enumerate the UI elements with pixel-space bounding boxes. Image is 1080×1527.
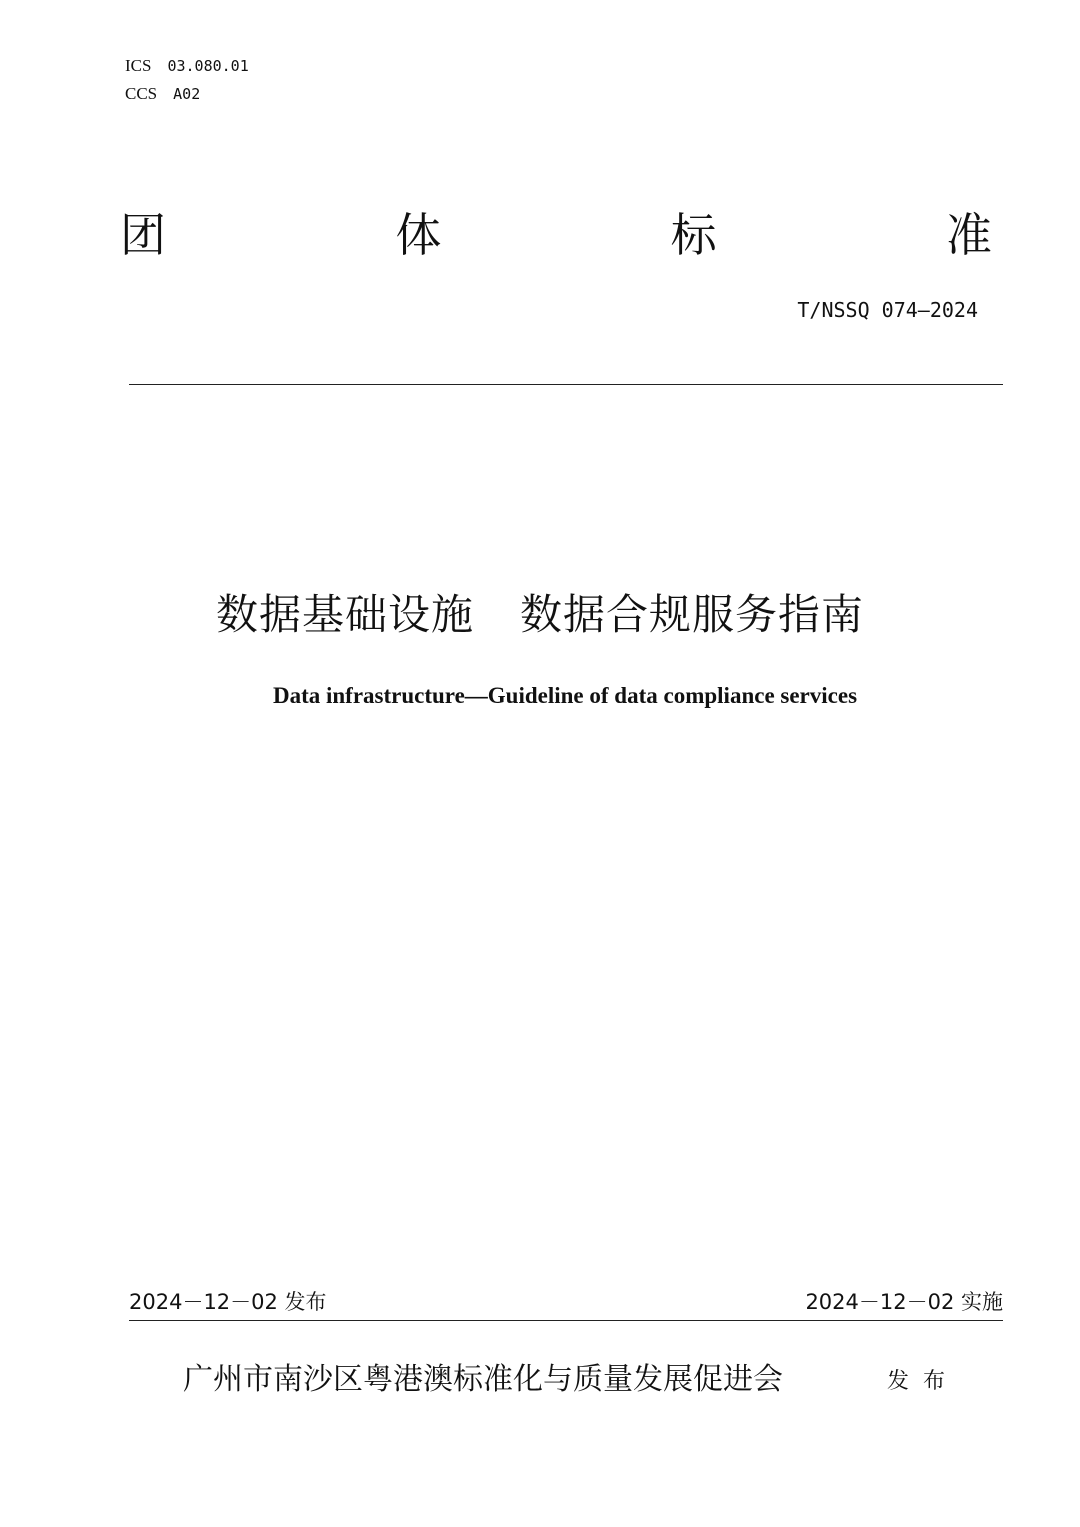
standard-type-char: 体 <box>395 208 442 262</box>
title-chinese-part1: 数据基础设施 <box>215 590 474 639</box>
title-chinese <box>0 585 1080 645</box>
ccs-label: CCS <box>125 84 158 103</box>
ics-code <box>125 52 249 80</box>
ics-label: ICS <box>125 56 152 75</box>
ics-value: 03.080.01 <box>167 57 249 75</box>
standard-type-char: 团 <box>120 208 166 262</box>
classification-codes <box>125 52 249 108</box>
implementation-date: 2024－12－02 实施 <box>805 1290 1003 1314</box>
footer-divider <box>129 1320 1003 1321</box>
publisher-action: 发布 <box>887 1369 960 1394</box>
title-chinese-part2: 数据合规服务指南 <box>520 590 865 639</box>
standard-number: T/NSSQ 074—2024 <box>797 298 978 322</box>
standard-type-char: 标 <box>670 208 717 262</box>
publisher-name: 广州市南沙区粤港澳标准化与质量发展促进会 <box>183 1362 783 1397</box>
standard-type-heading <box>120 205 992 265</box>
issue-date: 2024－12－02 发布 <box>129 1290 327 1314</box>
ccs-code <box>125 80 249 108</box>
title-english: Data infrastructure—Guideline of data compliance services <box>272 683 858 708</box>
header-divider <box>129 384 1003 385</box>
standard-type-char: 准 <box>945 208 992 262</box>
ccs-value: A02 <box>173 85 201 103</box>
